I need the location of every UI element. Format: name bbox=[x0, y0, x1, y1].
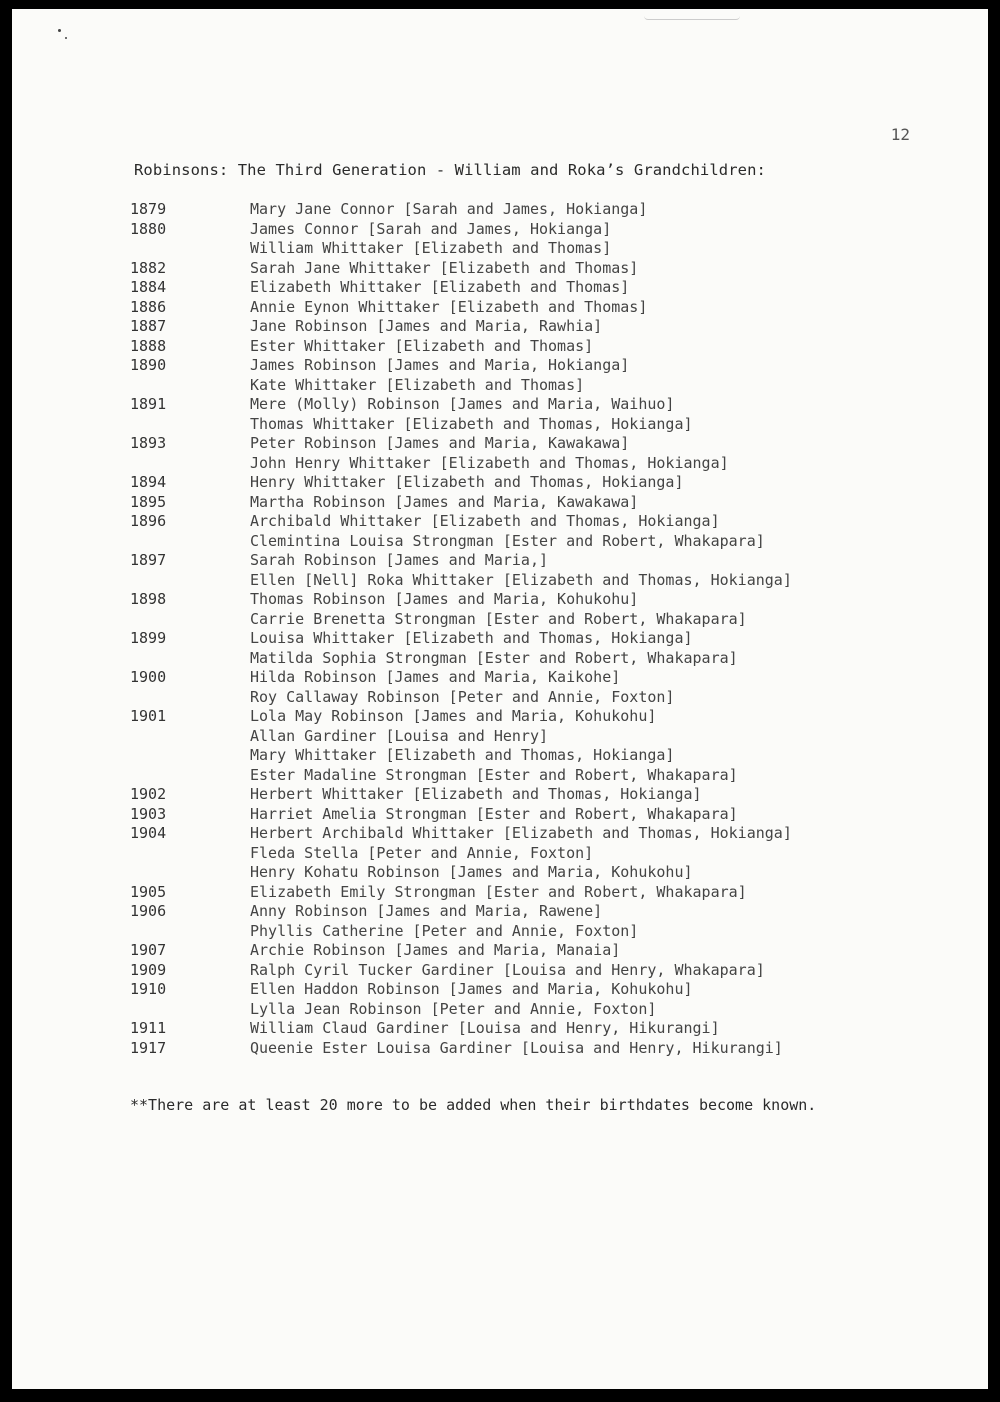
entry-year: 1887 bbox=[130, 317, 167, 335]
entry-year bbox=[130, 922, 250, 942]
entry-name: Thomas Whittaker [Elizabeth and Thomas, Hokianga] bbox=[250, 414, 693, 433]
list-item bbox=[130, 493, 960, 513]
entry-name: Anny Robinson [James and Maria, Rawene] bbox=[250, 902, 603, 920]
entry-name: James Robinson [James and Maria, Hokianga] bbox=[250, 356, 630, 374]
list-item bbox=[130, 434, 960, 454]
entry-year bbox=[130, 610, 250, 630]
list-item bbox=[130, 629, 960, 649]
entry-year bbox=[130, 376, 250, 396]
entry-year: 1903 bbox=[130, 804, 167, 823]
list-item bbox=[130, 356, 960, 376]
entry-year: 1906 bbox=[130, 902, 167, 920]
entry-name: Hilda Robinson [James and Maria, Kaikohe] bbox=[250, 668, 621, 686]
entry-name: Archibald Whittaker [Elizabeth and Thomas, Hokianga] bbox=[250, 512, 720, 530]
list-item bbox=[130, 727, 960, 747]
entry-year: 1890 bbox=[130, 356, 167, 374]
entry-year: 1901 bbox=[130, 707, 167, 725]
list-item bbox=[130, 961, 960, 981]
entry-name: Louisa Whittaker [Elizabeth and Thomas, Hokianga] bbox=[250, 629, 693, 647]
entry-name: John Henry Whittaker [Elizabeth and Thomas, Hokianga] bbox=[250, 453, 729, 472]
entry-year: 1911 bbox=[130, 1019, 167, 1037]
list-item bbox=[130, 473, 960, 493]
list-item bbox=[130, 707, 960, 727]
scan-speck bbox=[58, 29, 61, 32]
list-item bbox=[130, 824, 960, 844]
entry-name: Archie Robinson [James and Maria, Manaia] bbox=[250, 941, 621, 959]
list-item bbox=[130, 902, 960, 922]
entry-name: Sarah Jane Whittaker [Elizabeth and Thomas] bbox=[250, 258, 639, 277]
entry-name: Jane Robinson [James and Maria, Rawhia] bbox=[250, 317, 603, 335]
list-item bbox=[130, 454, 960, 474]
entry-name: Ester Whittaker [Elizabeth and Thomas] bbox=[250, 336, 594, 355]
list-item bbox=[130, 512, 960, 532]
entry-name: Henry Kohatu Robinson [James and Maria, Kohukohu] bbox=[250, 863, 693, 881]
entry-year: 1907 bbox=[130, 941, 167, 959]
entry-year: 1895 bbox=[130, 492, 167, 511]
entry-year bbox=[130, 454, 250, 474]
list-item bbox=[130, 571, 960, 591]
entry-name: Henry Whittaker [Elizabeth and Thomas, Hokianga] bbox=[250, 473, 684, 491]
entry-name: Kate Whittaker [Elizabeth and Thomas] bbox=[250, 375, 585, 394]
list-item bbox=[130, 532, 960, 552]
entry-name: Herbert Whittaker [Elizabeth and Thomas, Hokianga] bbox=[250, 785, 702, 803]
list-item bbox=[130, 376, 960, 396]
entry-name: Peter Robinson [James and Maria, Kawakawa] bbox=[250, 434, 630, 452]
entry-name: Ester Madaline Strongman [Ester and Robert, Whakapara] bbox=[250, 765, 738, 784]
list-item bbox=[130, 337, 960, 357]
entry-name: Harriet Amelia Strongman [Ester and Robert, Whakapara] bbox=[250, 804, 738, 823]
entry-year: 1910 bbox=[130, 980, 167, 998]
list-item bbox=[130, 980, 960, 1000]
entry-name: Annie Eynon Whittaker [Elizabeth and Thomas] bbox=[250, 297, 648, 316]
list-item bbox=[130, 746, 960, 766]
entry-name: Phyllis Catherine [Peter and Annie, Foxton] bbox=[250, 921, 639, 940]
list-item bbox=[130, 1000, 960, 1020]
list-item bbox=[130, 590, 960, 610]
entry-name: Elizabeth Emily Strongman [Ester and Robert, Whakapara] bbox=[250, 882, 747, 901]
list-item bbox=[130, 688, 960, 708]
entry-name: Queenie Ester Louisa Gardiner [Louisa and Henry, Hikurangi] bbox=[250, 1038, 783, 1057]
entry-year: 1904 bbox=[130, 824, 167, 842]
entry-year: 1896 bbox=[130, 512, 167, 530]
entry-year bbox=[130, 727, 250, 747]
scan-speck bbox=[65, 37, 67, 39]
entry-year bbox=[130, 532, 250, 552]
entry-year: 1882 bbox=[130, 258, 167, 277]
page-title: Robinsons: The Third Generation - William and Roka’s Grandchildren: bbox=[134, 161, 766, 179]
list-item bbox=[130, 863, 960, 883]
entry-year bbox=[130, 863, 250, 883]
entry-name: Mary Whittaker [Elizabeth and Thomas, Hokianga] bbox=[250, 746, 675, 764]
entry-year: 1900 bbox=[130, 668, 167, 686]
entry-year: 1891 bbox=[130, 395, 167, 413]
birth-list bbox=[130, 200, 960, 1058]
entry-name: Lola May Robinson [James and Maria, Kohukohu] bbox=[250, 707, 657, 725]
list-item bbox=[130, 883, 960, 903]
list-item bbox=[130, 941, 960, 961]
list-item bbox=[130, 1039, 960, 1059]
entry-name: James Connor [Sarah and James, Hokianga] bbox=[250, 219, 612, 238]
list-item bbox=[130, 278, 960, 298]
footnote: **There are at least 20 more to be added when their birthdates become known. bbox=[130, 1096, 817, 1114]
entry-year: 1917 bbox=[130, 1038, 167, 1057]
list-item bbox=[130, 610, 960, 630]
entry-year bbox=[130, 571, 250, 591]
entry-name: Fleda Stella [Peter and Annie, Foxton] bbox=[250, 843, 594, 862]
list-item bbox=[130, 298, 960, 318]
entry-name: Matilda Sophia Strongman [Ester and Robert, Whakapara] bbox=[250, 648, 738, 667]
entry-year: 1899 bbox=[130, 629, 167, 647]
entry-year bbox=[130, 844, 250, 864]
entry-year: 1898 bbox=[130, 590, 167, 608]
entry-year bbox=[130, 688, 250, 708]
list-item bbox=[130, 239, 960, 259]
list-item bbox=[130, 395, 960, 415]
entry-year: 1884 bbox=[130, 278, 167, 296]
list-item bbox=[130, 317, 960, 337]
entry-name: Carrie Brenetta Strongman [Ester and Robert, Whakapara] bbox=[250, 609, 747, 628]
entry-name: Sarah Robinson [James and Maria,] bbox=[250, 551, 549, 569]
entry-year: 1886 bbox=[130, 297, 167, 316]
entry-year: 1879 bbox=[130, 200, 167, 218]
entry-year: 1902 bbox=[130, 785, 167, 803]
entry-name: Lylla Jean Robinson [Peter and Annie, Foxton] bbox=[250, 999, 657, 1018]
entry-name: William Claud Gardiner [Louisa and Henry, Hikurangi] bbox=[250, 1019, 720, 1037]
entry-name: Ellen [Nell] Roka Whittaker [Elizabeth and Thomas, Hokianga] bbox=[250, 570, 792, 589]
entry-year: 1888 bbox=[130, 336, 167, 355]
list-item bbox=[130, 259, 960, 279]
list-item bbox=[130, 766, 960, 786]
entry-name: Mere (Molly) Robinson [James and Maria, Waihuo] bbox=[250, 395, 675, 413]
entry-name: Herbert Archibald Whittaker [Elizabeth and Thomas, Hokianga] bbox=[250, 824, 792, 842]
entry-year bbox=[130, 415, 250, 435]
list-item bbox=[130, 220, 960, 240]
list-item bbox=[130, 785, 960, 805]
entry-name: Allan Gardiner [Louisa and Henry] bbox=[250, 726, 549, 745]
entry-name: Thomas Robinson [James and Maria, Kohukohu] bbox=[250, 590, 639, 608]
list-item bbox=[130, 200, 960, 220]
list-item bbox=[130, 922, 960, 942]
entry-name: Martha Robinson [James and Maria, Kawakawa] bbox=[250, 492, 639, 511]
list-item bbox=[130, 1019, 960, 1039]
list-item bbox=[130, 668, 960, 688]
entry-year: 1893 bbox=[130, 434, 167, 452]
page-number: 12 bbox=[890, 125, 910, 144]
entry-year bbox=[130, 746, 250, 766]
entry-year: 1909 bbox=[130, 960, 167, 979]
list-item bbox=[130, 649, 960, 669]
entry-year: 1880 bbox=[130, 219, 167, 238]
entry-name: Ralph Cyril Tucker Gardiner [Louisa and Henry, Whakapara] bbox=[250, 960, 765, 979]
entry-year: 1897 bbox=[130, 551, 167, 569]
entry-year bbox=[130, 1000, 250, 1020]
entry-name: Elizabeth Whittaker [Elizabeth and Thomas] bbox=[250, 278, 630, 296]
list-item bbox=[130, 805, 960, 825]
entry-name: Ellen Haddon Robinson [James and Maria, Kohukohu] bbox=[250, 980, 693, 998]
scan-mark bbox=[644, 15, 740, 20]
entry-year bbox=[130, 649, 250, 669]
entry-year: 1905 bbox=[130, 882, 167, 901]
list-item bbox=[130, 551, 960, 571]
entry-name: Mary Jane Connor [Sarah and James, Hokianga] bbox=[250, 200, 648, 218]
entry-year: 1894 bbox=[130, 473, 167, 491]
entry-year bbox=[130, 766, 250, 786]
document-page bbox=[12, 9, 988, 1389]
entry-name: Clemintina Louisa Strongman [Ester and Robert, Whakapara] bbox=[250, 531, 765, 550]
list-item bbox=[130, 844, 960, 864]
entry-name: Roy Callaway Robinson [Peter and Annie, Foxton] bbox=[250, 687, 675, 706]
list-item bbox=[130, 415, 960, 435]
entry-year bbox=[130, 239, 250, 259]
entry-name: William Whittaker [Elizabeth and Thomas] bbox=[250, 239, 612, 257]
